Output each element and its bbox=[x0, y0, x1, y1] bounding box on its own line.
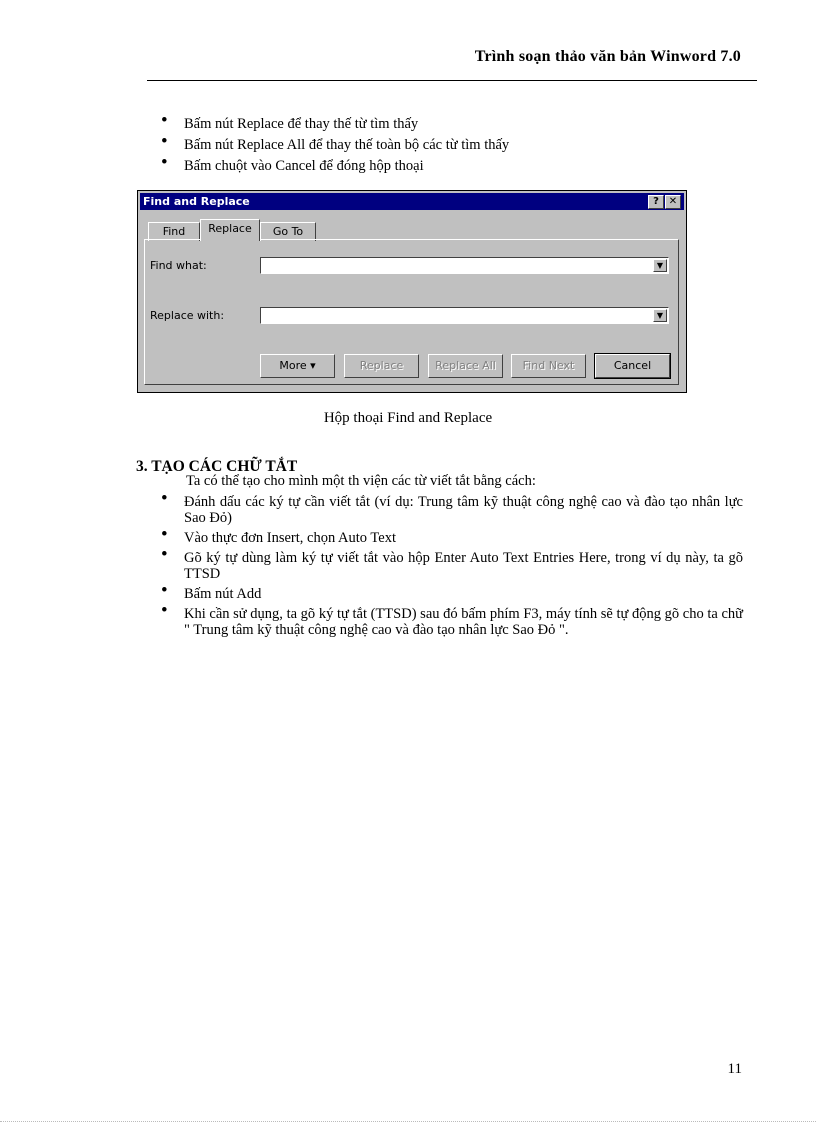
find-next-button[interactable]: Find Next bbox=[511, 354, 586, 378]
list-item: • Bấm nút Replace để thay thế từ tìm thấy bbox=[161, 116, 601, 132]
find-what-input[interactable] bbox=[260, 257, 669, 274]
list-item: • Khi cần sử dụng, ta gõ ký tự tắt (TTSD) sau đó bấm phím F3, máy tính sẽ tự động gõ cho ta chữ " Trung tâm kỹ thuật công nghệ cao và đào tạo nhân lực Sao Đỏ ". bbox=[161, 606, 743, 638]
list-item: • Bấm nút Add bbox=[161, 586, 743, 602]
dialog-title: Find and Replace bbox=[143, 195, 250, 208]
replace-all-button[interactable]: Replace All bbox=[428, 354, 503, 378]
tab-replace[interactable]: Replace bbox=[200, 219, 260, 241]
dropdown-arrow-icon[interactable]: ▼ bbox=[653, 309, 667, 322]
tab-find[interactable]: Find bbox=[148, 222, 200, 241]
cancel-button[interactable]: Cancel bbox=[595, 354, 670, 378]
close-icon[interactable]: ✕ bbox=[665, 195, 681, 209]
list-item: • Đánh dấu các ký tự cần viết tắt (ví dụ: Trung tâm kỹ thuật công nghệ cao và đào tạo nhân lực Sao Đỏ) bbox=[161, 494, 743, 526]
footer-rule bbox=[0, 1121, 816, 1122]
page-number: 11 bbox=[727, 1061, 742, 1077]
more-button[interactable]: More ▾ bbox=[260, 354, 335, 378]
replace-button[interactable]: Replace bbox=[344, 354, 419, 378]
replace-instructions-list bbox=[161, 116, 601, 179]
section-heading: 3. TẠO CÁC CHỮ TẮT bbox=[136, 458, 298, 475]
help-button[interactable]: ? bbox=[648, 195, 664, 209]
list-item: • Bấm chuột vào Cancel để đóng hộp thoại bbox=[161, 158, 601, 174]
list-item: • Bấm nút Replace All để thay thế toàn bộ các từ tìm thấy bbox=[161, 137, 601, 153]
find-replace-dialog bbox=[137, 190, 687, 393]
section-intro: Ta có thể tạo cho mình một th viện các từ viết tắt bằng cách: bbox=[186, 473, 536, 489]
page-header-title: Trình soạn thảo văn bản Winword 7.0 bbox=[474, 48, 741, 65]
header-rule bbox=[147, 80, 757, 81]
dialog-titlebar bbox=[140, 193, 684, 210]
list-item: • Gõ ký tự dùng làm ký tự viết tắt vào hộp Enter Auto Text Entries Here, trong ví dụ này, ta gõ TTSD bbox=[161, 550, 743, 582]
figure-caption: Hộp thoại Find and Replace bbox=[323, 410, 493, 426]
dropdown-arrow-icon[interactable]: ▼ bbox=[653, 259, 667, 272]
list-item: • Vào thực đơn Insert, chọn Auto Text bbox=[161, 530, 743, 546]
find-what-label: Find what: bbox=[150, 259, 207, 272]
replace-with-input[interactable] bbox=[260, 307, 669, 324]
replace-with-label: Replace with: bbox=[150, 309, 225, 322]
abbreviation-steps-list bbox=[161, 494, 743, 642]
tab-goto[interactable]: Go To bbox=[260, 222, 316, 241]
